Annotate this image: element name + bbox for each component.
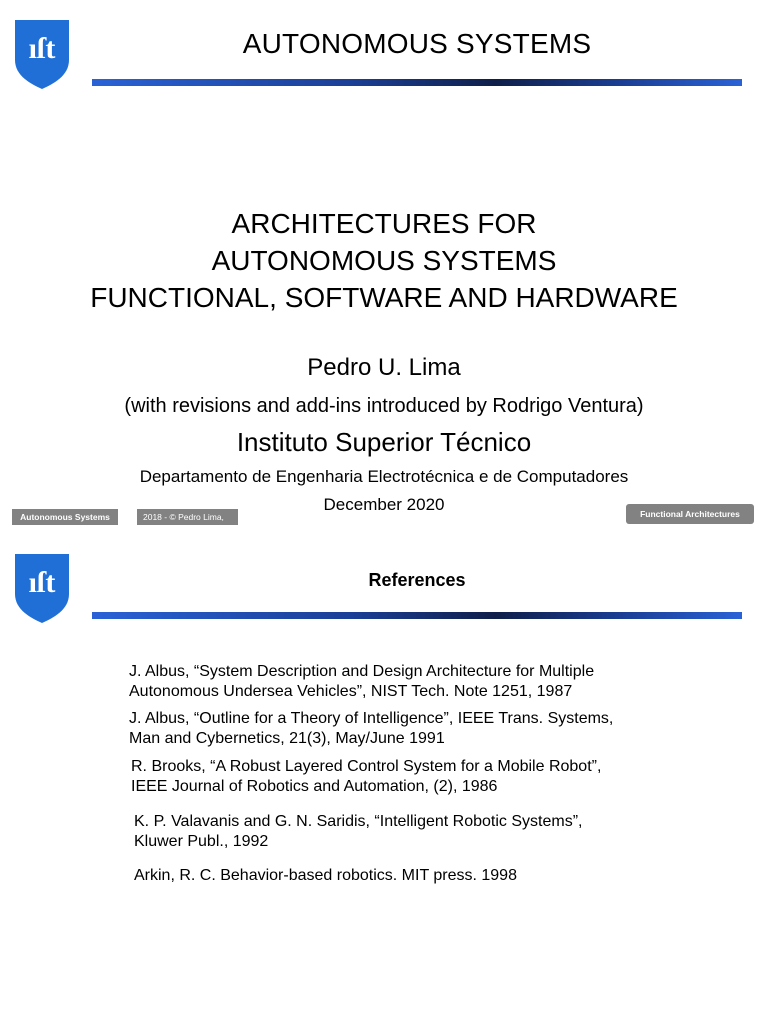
reference-line: Man and Cybernetics, 21(3), May/June 1991 xyxy=(129,730,445,747)
reference-item xyxy=(131,757,731,797)
reference-item xyxy=(129,709,729,749)
reference-line: Arkin, R. C. Behavior-based robotics. MIT press. 1998 xyxy=(134,867,517,884)
ist-logo-icon xyxy=(13,18,71,90)
institution-name: Instituto Superior Técnico xyxy=(236,427,532,457)
department-name: Departamento de Engenharia Electrotécnica e de Computadores xyxy=(139,467,629,486)
svg-text:ıſt: ıſt xyxy=(28,566,56,599)
author-name: Pedro U. Lima xyxy=(307,354,461,381)
reference-line: R. Brooks, “A Robust Layered Control System for a Mobile Robot”, xyxy=(131,758,602,775)
references-slide xyxy=(0,532,768,1024)
footer-topic-badge: Functional Architectures xyxy=(626,504,754,524)
slide-title xyxy=(0,205,768,316)
title-line: AUTONOMOUS SYSTEMS xyxy=(211,245,557,276)
footer-course-badge: Autonomous Systems xyxy=(12,509,118,525)
reference-line: IEEE Journal of Robotics and Automation, (2), 1986 xyxy=(131,778,498,795)
header-rule xyxy=(92,79,742,86)
reference-line: J. Albus, “Outline for a Theory of Intelligence”, IEEE Trans. Systems, xyxy=(129,710,614,727)
ist-logo-icon xyxy=(13,552,71,624)
revisions-note: (with revisions and add-ins introduced by Rodrigo Ventura) xyxy=(124,395,644,417)
reference-line: Kluwer Publ., 1992 xyxy=(134,833,269,850)
reference-line: J. Albus, “System Description and Design Architecture for Multiple xyxy=(129,663,595,680)
presentation-date: December 2020 xyxy=(323,495,445,514)
title-line: ARCHITECTURES FOR xyxy=(231,208,537,239)
footer-copyright-badge: 2018 - © Pedro Lima, xyxy=(137,509,238,525)
reference-line: Autonomous Undersea Vehicles”, NIST Tech. Note 1251, 1987 xyxy=(129,683,573,700)
reference-line: K. P. Valavanis and G. N. Saridis, “Intelligent Robotic Systems”, xyxy=(134,813,583,830)
reference-item xyxy=(134,866,734,886)
references-title: References xyxy=(368,570,466,590)
reference-item xyxy=(134,812,734,852)
header-title: AUTONOMOUS SYSTEMS xyxy=(242,28,592,59)
svg-text:ıſt: ıſt xyxy=(28,32,56,65)
title-line: FUNCTIONAL, SOFTWARE AND HARDWARE xyxy=(90,282,678,313)
header-rule xyxy=(92,612,742,619)
reference-item xyxy=(129,662,729,702)
